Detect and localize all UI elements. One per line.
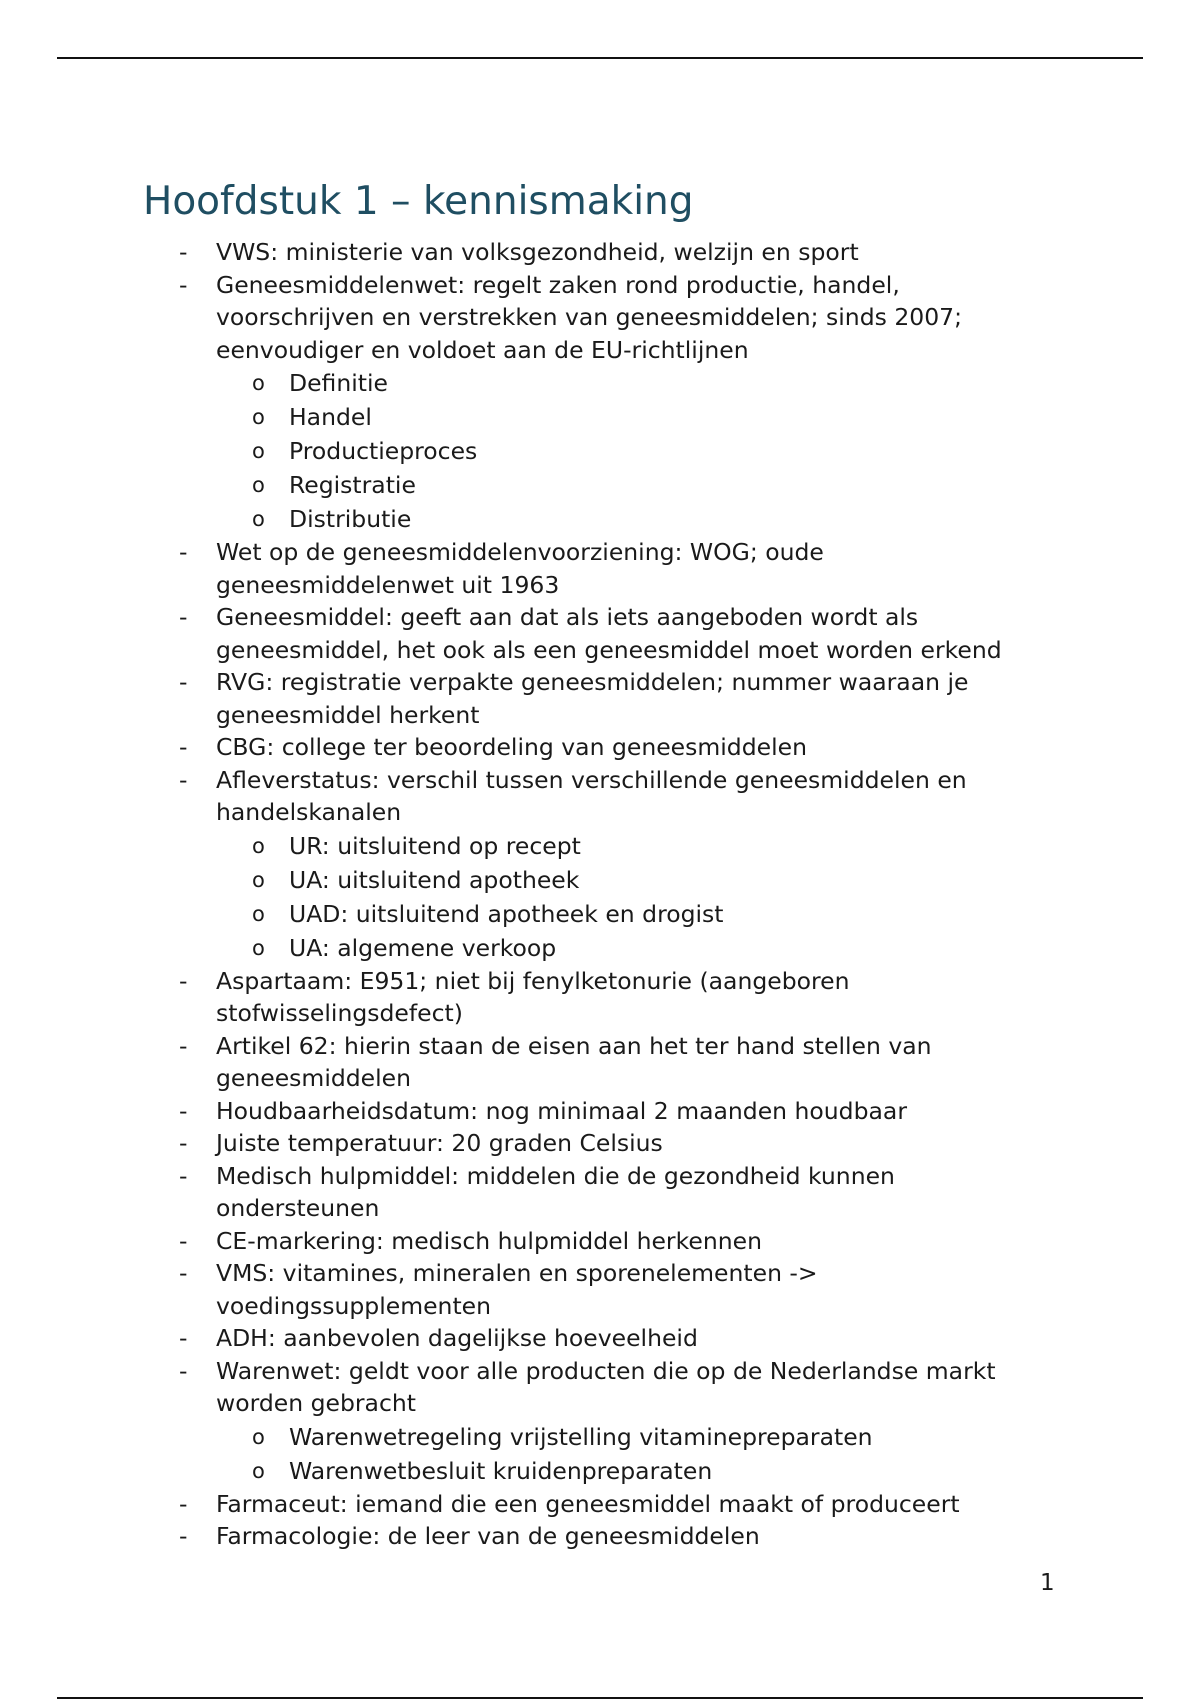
sub-list-item-text: Warenwetbesluit kruidenpreparaten: [289, 1456, 713, 1485]
list-item-text: ADH: aanbevolen dagelijkse hoeveelheid: [216, 1324, 698, 1352]
list-item: [143, 1322, 1043, 1355]
sub-list-item-text: Handel: [289, 403, 372, 431]
sub-list-item-text: Distributie: [289, 505, 412, 533]
bullet-marker: -: [179, 1096, 188, 1125]
sub-bullet-marker: o: [252, 935, 265, 960]
bullet-marker: -: [179, 1161, 188, 1190]
sub-bullet-marker: o: [252, 833, 265, 858]
bullet-marker: -: [179, 538, 188, 566]
bullet-marker: -: [179, 966, 188, 995]
bullet-marker: -: [179, 1522, 188, 1550]
bullet-marker: -: [179, 765, 188, 794]
list-item-text: Geneesmiddelenwet: regelt zaken rond productie, handel, voorschrijven en verstrekken van geneesmiddelen; sinds 2007; eenvoudiger en voldoet aan de EU-richtlijnen: [216, 270, 963, 364]
sub-list-item: [216, 366, 1043, 400]
sub-bullet-marker: o: [252, 867, 265, 892]
sub-list-item-text: Definitie: [289, 369, 388, 397]
sub-bullet-marker: o: [252, 405, 265, 429]
list-item-text: Medisch hulpmiddel: middelen die de gezondheid kunnen ondersteunen: [216, 1161, 895, 1222]
sub-list-item: [216, 468, 1043, 502]
bullet-marker: -: [179, 1259, 188, 1287]
list-item-text: Afleverstatus: verschil tussen verschillende geneesmiddelen en handelskanalen: [216, 765, 967, 826]
sub-list-item: [216, 1420, 1043, 1454]
list-item-text: Geneesmiddel: geeft aan dat als iets aangeboden wordt als geneesmiddel, het ook als een geneesmiddel moet worden erkend: [216, 603, 1002, 664]
list-item: [143, 1225, 1043, 1258]
list-item: [143, 269, 1043, 537]
list-item: [143, 536, 1043, 601]
bullet-marker: -: [179, 1129, 188, 1157]
bullet-list: [143, 236, 1043, 1553]
bullet-marker: -: [179, 1031, 188, 1060]
sub-list: [216, 829, 1043, 965]
list-item: [143, 666, 1043, 731]
list-item-text: VMS: vitamines, mineralen en sporenelementen -> voedingssupplementen: [216, 1259, 818, 1320]
list-item-text: CBG: college ter beoordeling van geneesmiddelen: [216, 733, 807, 761]
list-item-text: Houdbaarheidsdatum: nog minimaal 2 maanden houdbaar: [216, 1096, 907, 1125]
sub-list-item: [216, 931, 1043, 965]
bullet-marker: -: [179, 238, 188, 266]
sub-list-item: [216, 434, 1043, 468]
list-item: [143, 1030, 1043, 1095]
list-item-text: Farmaceut: iemand die een geneesmiddel maakt of produceert: [216, 1489, 960, 1518]
sub-list-item: [216, 829, 1043, 863]
list-item: [143, 1520, 1043, 1553]
sub-bullet-marker: o: [252, 439, 265, 463]
list-item-text: VWS: ministerie van volksgezondheid, welzijn en sport: [216, 238, 859, 266]
sub-list: [216, 1420, 1043, 1488]
sub-list-item-text: Registratie: [289, 471, 416, 499]
sub-list-item-text: UAD: uitsluitend apotheek en drogist: [289, 899, 724, 928]
list-item-text: Warenwet: geldt voor alle producten die op de Nederlandse markt worden gebracht: [216, 1356, 996, 1417]
list-item: [143, 1160, 1043, 1225]
bullet-marker: -: [179, 1324, 188, 1352]
list-item: [143, 236, 1043, 269]
sub-list-item-text: Warenwetregeling vrijstelling vitaminepreparaten: [289, 1422, 873, 1451]
list-item: [143, 1257, 1043, 1322]
sub-list-item-text: UA: algemene verkoop: [289, 933, 557, 962]
sub-list: [216, 366, 1043, 536]
sub-list-item: [216, 897, 1043, 931]
sub-list-item-text: Productieproces: [289, 437, 478, 465]
list-item-text: RVG: registratie verpakte geneesmiddelen; nummer waaraan je geneesmiddel herkent: [216, 668, 969, 729]
bullet-marker: -: [179, 1489, 188, 1518]
sub-list-item: [216, 502, 1043, 536]
page-number: 1: [1040, 1570, 1055, 1596]
list-item: [143, 764, 1043, 965]
sub-bullet-marker: o: [252, 507, 265, 531]
list-item: [143, 1127, 1043, 1160]
list-item-text: Artikel 62: hierin staan de eisen aan het ter hand stellen van geneesmiddelen: [216, 1031, 932, 1092]
list-item-text: Wet op de geneesmiddelenvoorziening: WOG; oude geneesmiddelenwet uit 1963: [216, 538, 824, 599]
bullet-marker: -: [179, 733, 188, 761]
list-item-text: Farmacologie: de leer van de geneesmiddelen: [216, 1522, 760, 1550]
sub-bullet-marker: o: [252, 1458, 265, 1483]
sub-bullet-marker: o: [252, 901, 265, 926]
list-item: [143, 731, 1043, 764]
sub-list-item-text: UA: uitsluitend apotheek: [289, 865, 580, 894]
sub-list-item: [216, 1454, 1043, 1488]
sub-bullet-marker: o: [252, 371, 265, 395]
document-body: [143, 236, 1043, 1553]
list-item: [143, 601, 1043, 666]
list-item: [143, 965, 1043, 1030]
footer-rule: [57, 1697, 1143, 1699]
list-item-text: Juiste temperatuur: 20 graden Celsius: [216, 1129, 663, 1157]
sub-bullet-marker: o: [252, 1424, 265, 1449]
bullet-marker: -: [179, 668, 188, 696]
sub-list-item: [216, 863, 1043, 897]
bullet-marker: -: [179, 1356, 188, 1385]
bullet-marker: -: [179, 603, 188, 631]
bullet-marker: -: [179, 270, 188, 299]
list-item: [143, 1095, 1043, 1128]
list-item-text: Aspartaam: E951; niet bij fenylketonurie (aangeboren stofwisselingsdefect): [216, 966, 850, 1027]
sub-bullet-marker: o: [252, 473, 265, 497]
sub-list-item-text: UR: uitsluitend op recept: [289, 831, 581, 860]
chapter-title: Hoofdstuk 1 – kennismaking: [143, 179, 694, 224]
bullet-marker: -: [179, 1226, 188, 1255]
header-rule: [57, 57, 1143, 59]
list-item-text: CE-markering: medisch hulpmiddel herkennen: [216, 1226, 762, 1255]
list-item: [143, 1488, 1043, 1521]
sub-list-item: [216, 400, 1043, 434]
list-item: [143, 1355, 1043, 1488]
